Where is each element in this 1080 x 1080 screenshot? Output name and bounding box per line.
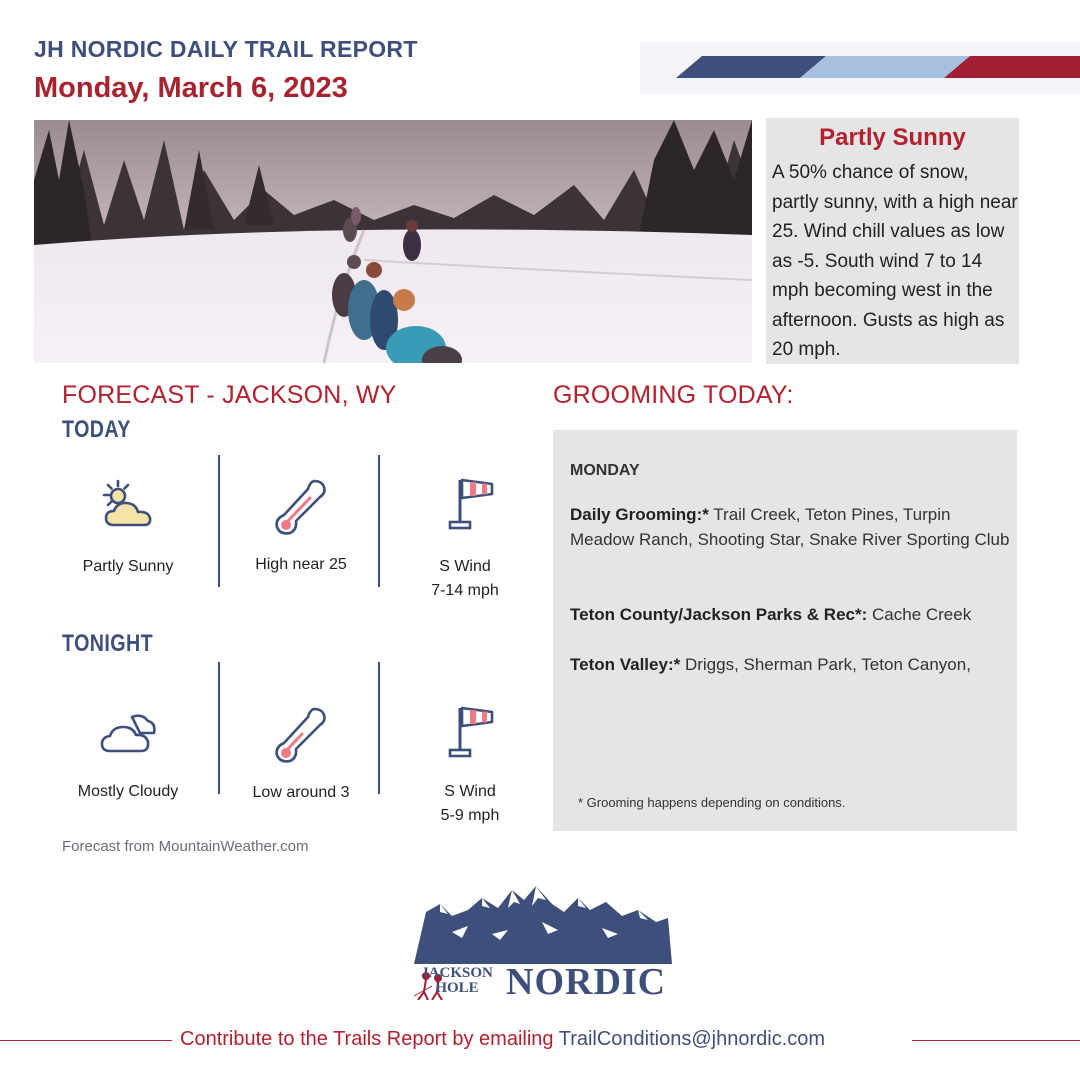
footer-rule-left xyxy=(0,1040,172,1041)
tonight-label: TONIGHT xyxy=(62,630,154,657)
windsock-icon xyxy=(440,472,504,536)
grooming-item xyxy=(570,502,1010,552)
summary-text: A 50% chance of snow, partly sunny, with a high near 25. Wind chill values as low as -5. South wind 7 to 14 mph becoming west in the afternoon. Gusts as high as 20 mph. xyxy=(772,162,1018,360)
grooming-note: * Grooming happens depending on conditions. xyxy=(578,795,846,810)
grooming-item xyxy=(570,652,1010,677)
tonight-sky-label: Mostly Cloudy xyxy=(77,783,179,800)
thermometer-icon xyxy=(270,703,334,767)
header-stripes xyxy=(640,42,1080,94)
grooming-item-text: Driggs, Sherman Park, Teton Canyon, xyxy=(680,655,971,674)
today-temp-label: High near 25 xyxy=(255,556,347,573)
thermometer-icon xyxy=(270,475,334,539)
grooming-item-label: Teton County/Jackson Parks & Rec*: xyxy=(570,605,868,624)
logo-jackson: JACKSON xyxy=(421,965,493,981)
footer-rule-right xyxy=(912,1040,1080,1041)
today-wind-speed: 7-14 mph xyxy=(431,582,499,599)
divider xyxy=(218,662,220,794)
grooming-item-label: Teton Valley:* xyxy=(570,655,681,674)
tonight-wind-speed: 5-9 mph xyxy=(440,807,500,824)
jackson-hole-nordic-logo xyxy=(412,882,674,1003)
grooming-item-text: Trail Creek, Teton Pines, Turpin Meadow Ranch, Shooting Star, Snake River Sporting Club xyxy=(570,505,1010,549)
grooming-heading: GROOMING TODAY: xyxy=(553,381,794,409)
windsock-icon xyxy=(440,700,504,764)
cloud-icon xyxy=(96,703,160,767)
grooming-item-label: Daily Grooming:* xyxy=(570,505,709,524)
grooming-item-text: Cache Creek xyxy=(867,605,972,624)
weather-summary-panel xyxy=(766,118,1019,364)
tonight-wind-label xyxy=(400,780,540,828)
grooming-day: MONDAY xyxy=(570,462,640,479)
footer-contribute xyxy=(180,1028,825,1051)
footer-email-link[interactable]: TrailConditions@jhnordic.com xyxy=(558,1028,826,1050)
report-date: Monday, March 6, 2023 xyxy=(34,72,348,104)
tonight-temp-label: Low around 3 xyxy=(252,784,350,801)
summary-title: Partly Sunny xyxy=(819,124,966,151)
divider xyxy=(378,662,380,794)
today-label: TODAY xyxy=(62,416,131,443)
logo-hole: HOLE xyxy=(435,980,479,996)
grooming-panel xyxy=(553,430,1017,831)
skiers-photo xyxy=(34,120,752,363)
divider xyxy=(378,455,380,587)
today-sky-label: Partly Sunny xyxy=(82,558,174,575)
today-wind-label xyxy=(395,555,535,603)
forecast-source: Forecast from MountainWeather.com xyxy=(62,838,309,855)
today-wind-direction: S Wind xyxy=(439,558,491,575)
footer-lead: Contribute to the Trails Report by emailing xyxy=(180,1028,559,1050)
partly-sunny-icon xyxy=(96,475,160,539)
grooming-item xyxy=(570,602,1010,627)
tonight-wind-direction: S Wind xyxy=(444,783,496,800)
logo-nordic: NORDIC xyxy=(506,961,667,1003)
report-title: JH NORDIC DAILY TRAIL REPORT xyxy=(34,36,418,62)
divider xyxy=(218,455,220,587)
forecast-heading: FORECAST - JACKSON, WY xyxy=(62,381,397,409)
